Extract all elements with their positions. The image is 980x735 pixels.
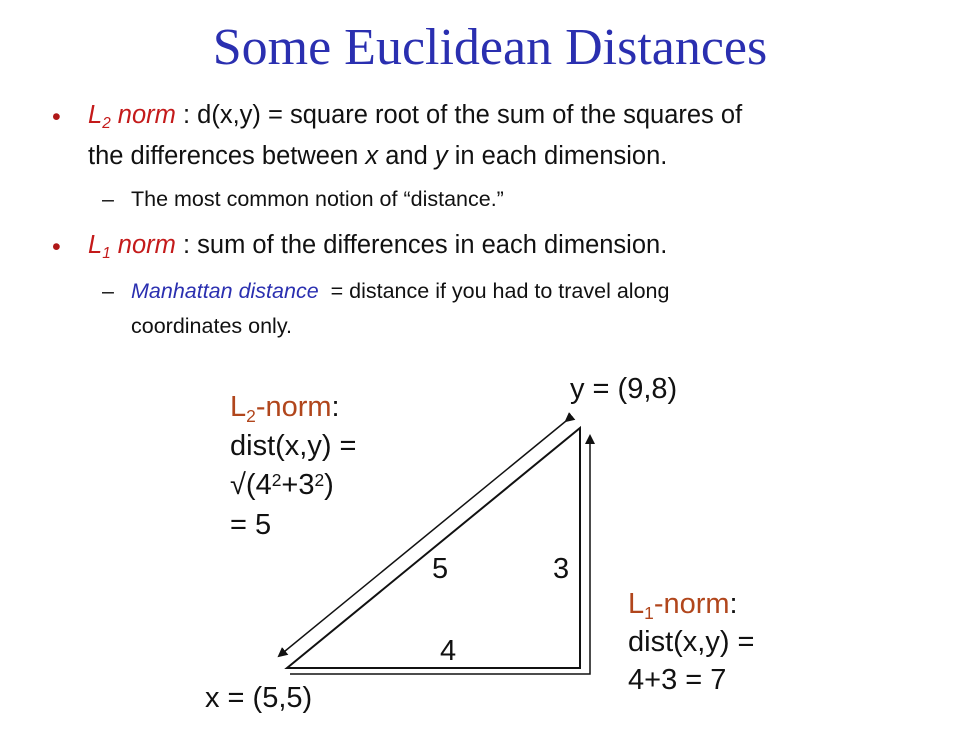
triangle xyxy=(287,428,580,668)
l2-formula-line2: $√(4^2+3^2)$ xyxy=(230,469,334,501)
bullet-marker: • xyxy=(52,103,61,131)
l1-norm-heading: $L_1$-norm: xyxy=(628,588,738,623)
l1-formula-line1: dist(x,y) = xyxy=(628,626,755,658)
bullet-marker: • xyxy=(52,233,61,261)
l2-norm-term: $L_2$ norm xyxy=(88,101,176,132)
l2-note: The most common notion of “distance.” xyxy=(131,187,504,211)
horizontal-side-length: 4 xyxy=(440,635,457,667)
l1-definition-line1: $L_1$ norm : sum of the differences in each dimension. xyxy=(88,231,668,262)
manhattan-line1: Manhattan distance = distance if you had to travel along xyxy=(131,279,670,303)
vertical-side-length: 3 xyxy=(553,553,570,585)
l2-formula-result: = 5 xyxy=(230,509,272,541)
l1-formula-result: 4+3 = 7 xyxy=(628,664,727,696)
sub-bullet-marker: – xyxy=(102,187,114,211)
sub-bullet-marker: – xyxy=(102,279,114,303)
l2-definition-line1: $L_2$ norm : d(x,y) = square root of the sum of the squares of xyxy=(88,101,743,132)
l1-norm-term: $L_1$ norm xyxy=(88,231,176,262)
l2-formula-line1: dist(x,y) = xyxy=(230,430,357,462)
point-y-label: y = (9,8) xyxy=(570,373,678,405)
l2-definition-line2: the differences between x and y in each dimension. xyxy=(88,142,668,170)
hypotenuse-length: 5 xyxy=(432,553,449,585)
manhattan-term: Manhattan distance xyxy=(131,279,319,303)
manhattan-line2: coordinates only. xyxy=(131,314,292,338)
l2-norm-heading: $L_2$-norm: xyxy=(230,391,340,426)
point-x-label: x = (5,5) xyxy=(205,682,313,714)
page-title: Some Euclidean Distances xyxy=(212,19,768,76)
